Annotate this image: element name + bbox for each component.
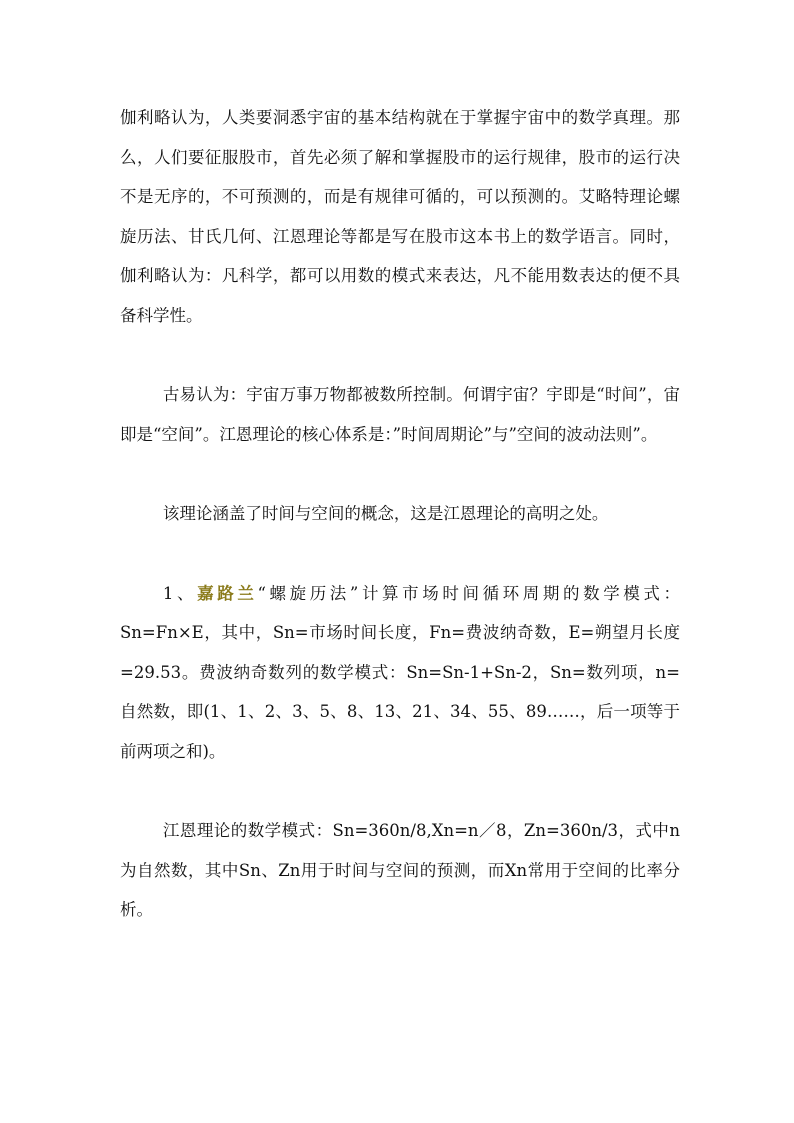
document-body [120, 98, 680, 930]
paragraph-gap [120, 771, 680, 811]
paragraph-guyi: 古易认为：宇宙万事万物都被数所控制。何谓宇宙？宇即是“时间”，宙即是“空间”。江恩理论的核心体系是：”时间周期论”与”空间的波动法则”。 [120, 385, 680, 444]
paragraph-galileo: 伽利略认为，人类要洞悉宇宙的基本结构就在于掌握宇宙中的数学真理。那么，人们要征服股市，首先必须了解和掌握股市的运行规律，股市的运行决不是无序的，不可预测的，而是有规律可循的，可以预测的。艾略特理论螺旋历法、甘氏几何、江恩理论等都是写在股市这本书上的数学语言。同时，伽利略认为：凡科学，都可以用数的模式来表达，凡不能用数表达的便不具备科学性。 [120, 108, 680, 325]
paragraph-theory-scope: 该理论涵盖了时间与空间的概念，这是江恩理论的高明之处。 [162, 504, 609, 523]
spiral-calendar-text: “螺旋历法”计算市场时间循环周期的数学模式：Sn=Fn×E，其中，Sn=市场时间长度，Fn=费波纳奇数，E=朔望月长度=29.53。费波纳奇数列的数学模式：Sn=Sn-1+Sn-2，Sn=数列项，n=自然数，即(1、1、2、3、5、8、13、21、34、55、89……，后一项等于前两项之和)。 [120, 583, 681, 761]
paragraph-gann-formula: 江恩理论的数学模式：Sn=360n/8,Xn=n／8，Zn=360n/3，式中n为自然数，其中Sn、Zn用于时间与空间的预测，而Xn常用于空间的比率分析。 [120, 821, 680, 919]
paragraph-gap [120, 534, 680, 574]
list-number: 1、 [162, 583, 198, 603]
paragraph-spiral-calendar [120, 574, 680, 772]
highlighted-name-link[interactable]: 嘉路兰 [197, 583, 258, 603]
paragraph-gap [120, 454, 680, 494]
paragraph-gap [120, 335, 680, 375]
